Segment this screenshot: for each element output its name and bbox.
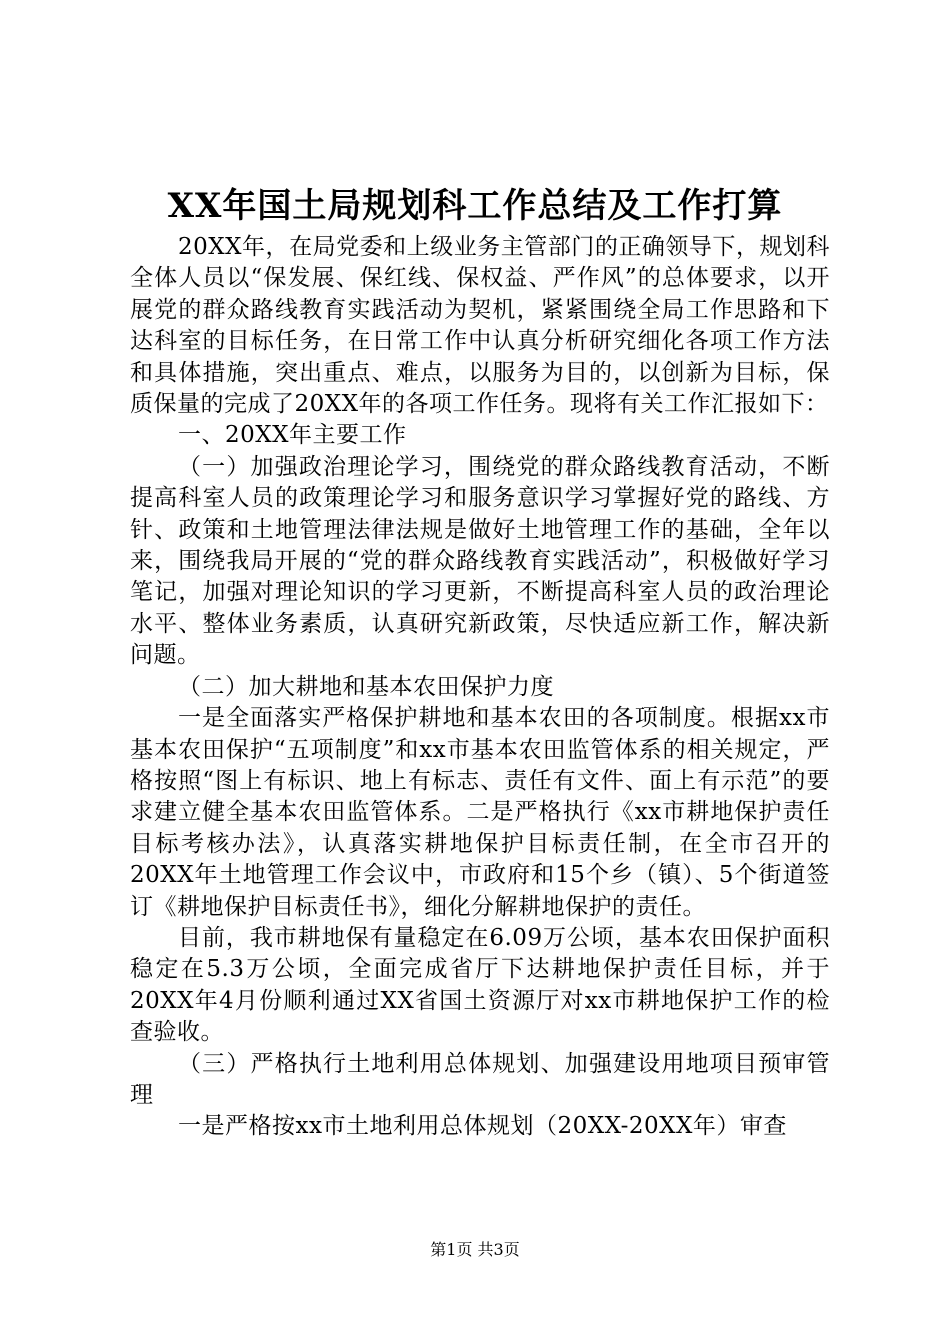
document-title: XX年国土局规划科工作总结及工作打算 [167,186,783,226]
page-footer: 第1页 共3页 [430,1240,520,1259]
farmland-status-paragraph: 目前，我市耕地保有量稳定在6.09万公顷，基本农田保护面积稳定在5.3万公顷，全面完成省厅下达耕地保护责任目标，并于20XX年4月份顺利通过XX省国土资源厅对xx市耕地保护工作的检查验收。 [130,924,830,1046]
land-planning-paragraph: 一是严格按xx市土地利用总体规划（20XX-20XX年）审查 [178,1113,787,1140]
document-body [130,232,830,1143]
subsection-heading-land-planning: （三）严格执行土地利用总体规划、加强建设用地项目预审管理 [130,1050,830,1108]
section-heading-main-work: 一、20XX年主要工作 [178,422,407,449]
subsection-heading-farmland: （二）加大耕地和基本农田保护力度 [178,673,554,700]
farmland-measures-paragraph: 一是全面落实严格保护耕地和基本农田的各项制度。根据xx市基本农田保护“五项制度”和xx市基本农田监管体系的相关规定，严格按照“图上有标识、地上有标志、责任有文件、面上有示范”的要求建立健全基本农田监管体系。二是严格执行《xx市耕地保护责任目标考核办法》，认真落实耕地保护目标责任制，在全市召开的20XX年土地管理工作会议中，市政府和15个乡（镇）、5个街道签订《耕地保护目标责任书》，细化分解耕地保护的责任。 [130,705,830,920]
subsection-political-study: （一）加强政治理论学习，围绕党的群众路线教育活动，不断提高科室人员的政策理论学习和服务意识学习掌握好党的路线、方针、政策和土地管理法律法规是做好土地管理工作的基础，全年以来，围绕我局开展的“党的群众路线教育实践活动”，积极做好学习笔记，加强对理论知识的学习更新，不断提高科室人员的政治理论水平、整体业务素质，认真研究新政策，尽快适应新工作，解决新问题。 [130,453,830,669]
intro-paragraph: 20XX年，在局党委和上级业务主管部门的正确领导下，规划科全体人员以“保发展、保红线、保权益、严作风”的总体要求，以开展党的群众路线教育实践活动为契机，紧紧围绕全局工作思路和下达科室的目标任务，在日常工作中认真分析研究细化各项工作方法和具体措施，突出重点、难点，以服务为目的，以创新为目标，保质保量的完成了20XX年的各项工作任务。现将有关工作汇报如下： [130,234,830,418]
